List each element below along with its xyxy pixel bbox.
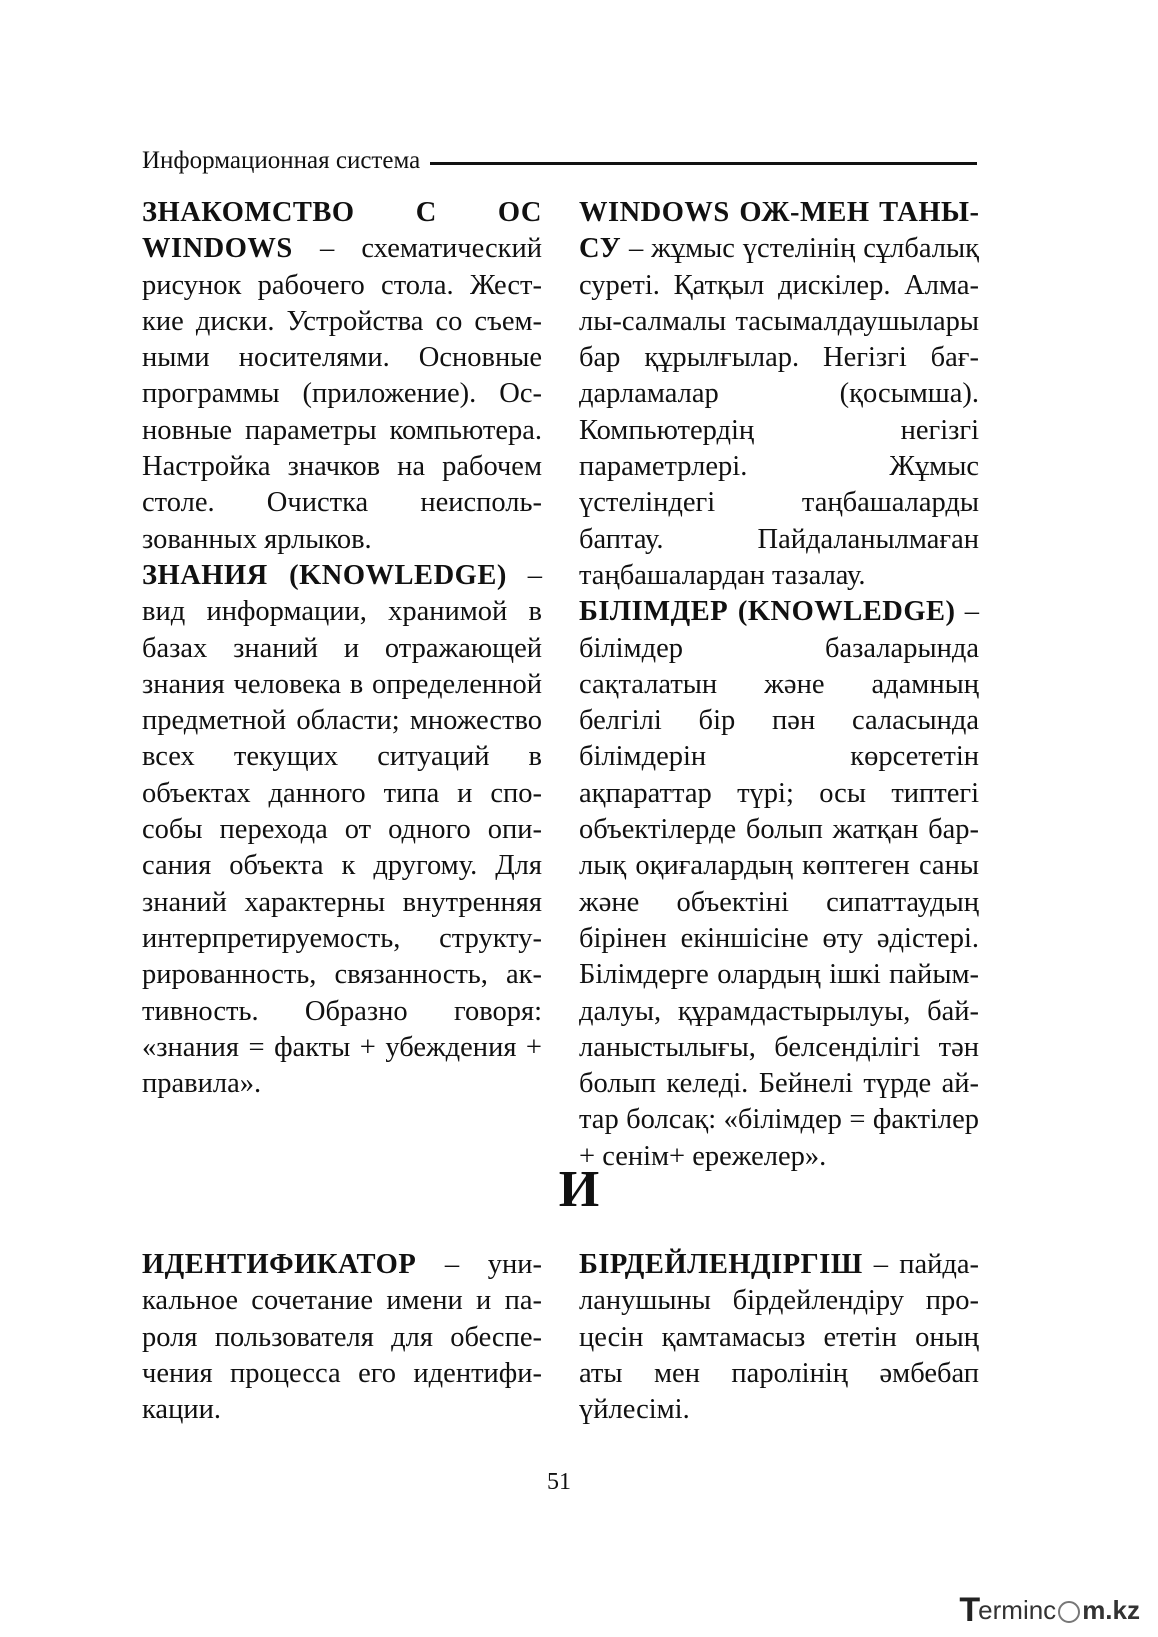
entry-term: WINDOWS ОЖ-МЕН ТАНЫСУ — [579, 197, 979, 265]
right-column-top — [579, 195, 979, 1175]
entry-identifier-kz — [579, 1247, 979, 1428]
entry-windows-ru — [142, 195, 542, 558]
left-column-top — [142, 195, 542, 1102]
watermark-text-1: erminc — [978, 1594, 1057, 1625]
termincom-watermark-logo — [959, 1590, 1140, 1630]
letter-heading: И — [558, 1161, 600, 1218]
running-title: Информационная система — [142, 147, 421, 174]
entry-identifier-ru — [142, 1247, 542, 1428]
entry-knowledge-ru — [142, 558, 542, 1102]
watermark-t: T — [959, 1590, 981, 1629]
entry-term: ЗНАКОМСТВО С ОС WINDOWS — [142, 197, 542, 265]
running-header — [142, 146, 977, 176]
entry-term: ЗНАНИЯ (KNOWLEDGE) — [142, 559, 507, 591]
entry-definition: – білімдер базаларында сақталатын және адамның белгілі бір пән саласында білімдерін көрсететін ақпараттар түрі; осы типтегі объектілерде болып жатқан барлық оқиғалардың көптеген саны және объектіні сипаттаудың бірінен екіншісіне өту әдістері. Білімдерге олардың ішкі пайымдалуы, құрамдастырылуы, байланыстылығы, белсенділігі тән болып келеді. Бейнелі түрде айтар болсақ: «білімдер = фактілер + сенім+ ережелер». — [579, 596, 979, 1172]
entry-knowledge-kz — [579, 594, 979, 1175]
entry-term: БІРДЕЙЛЕНДІРГІШ — [579, 1249, 863, 1280]
entry-definition: – жұмыс үстелінің сұлбалық суреті. Қатқыл дискілер. Алмалы-салмалы тасымалдаушылары бар құрылғылар. Негізгі бағдарламалар (қосымша). Компьютердің негізгі параметрлері. Жұмыс үстеліндегі таңбашаларды баптау. Пайдаланылмаған таңбашалардан тазалау. — [579, 233, 979, 591]
entry-definition: – пайдаланушыны бірдейлендіру процесін қамтамасыз ететін оның аты мен паролінің әмбебап үйлесімі. — [579, 1249, 979, 1426]
entry-term: ИДЕНТИФИКАТОР — [142, 1249, 417, 1280]
left-column-bottom — [142, 1247, 542, 1428]
entry-definition: – уникальное сочетание имени и пароля пользователя для обеспечения процесса его идентификации. — [142, 1249, 542, 1426]
magnifier-icon — [1058, 1601, 1080, 1623]
header-rule — [430, 162, 977, 165]
entry-windows-kz — [579, 195, 979, 594]
entry-definition: – вид информации, хранимой в базах знаний и отражающей знания человека в определенной предметной области; множество всех текущих ситуаций в объектах данного типа и способы перехода от одного описания объекта к другому. Для знаний характерны внутренняя интерпретируемость, структурированность, связанность, активность. Образно говоря: «знания = факты + убеждения + правила». — [142, 559, 543, 1100]
entry-term: БІЛІМДЕР (KNOWLEDGE) — [579, 596, 956, 628]
right-column-bottom — [579, 1247, 979, 1428]
entry-definition: – схематический рисунок рабочего стола. Жесткие диски. Устройства со съемными носителями. Основные программы (приложение). Основные параметры компьютера. Настройка значков на рабочем столе. Очистка неиспользованных ярлыков. — [142, 233, 542, 555]
watermark-text-2: m.kz — [1082, 1594, 1140, 1625]
page-number: 51 — [547, 1469, 571, 1495]
